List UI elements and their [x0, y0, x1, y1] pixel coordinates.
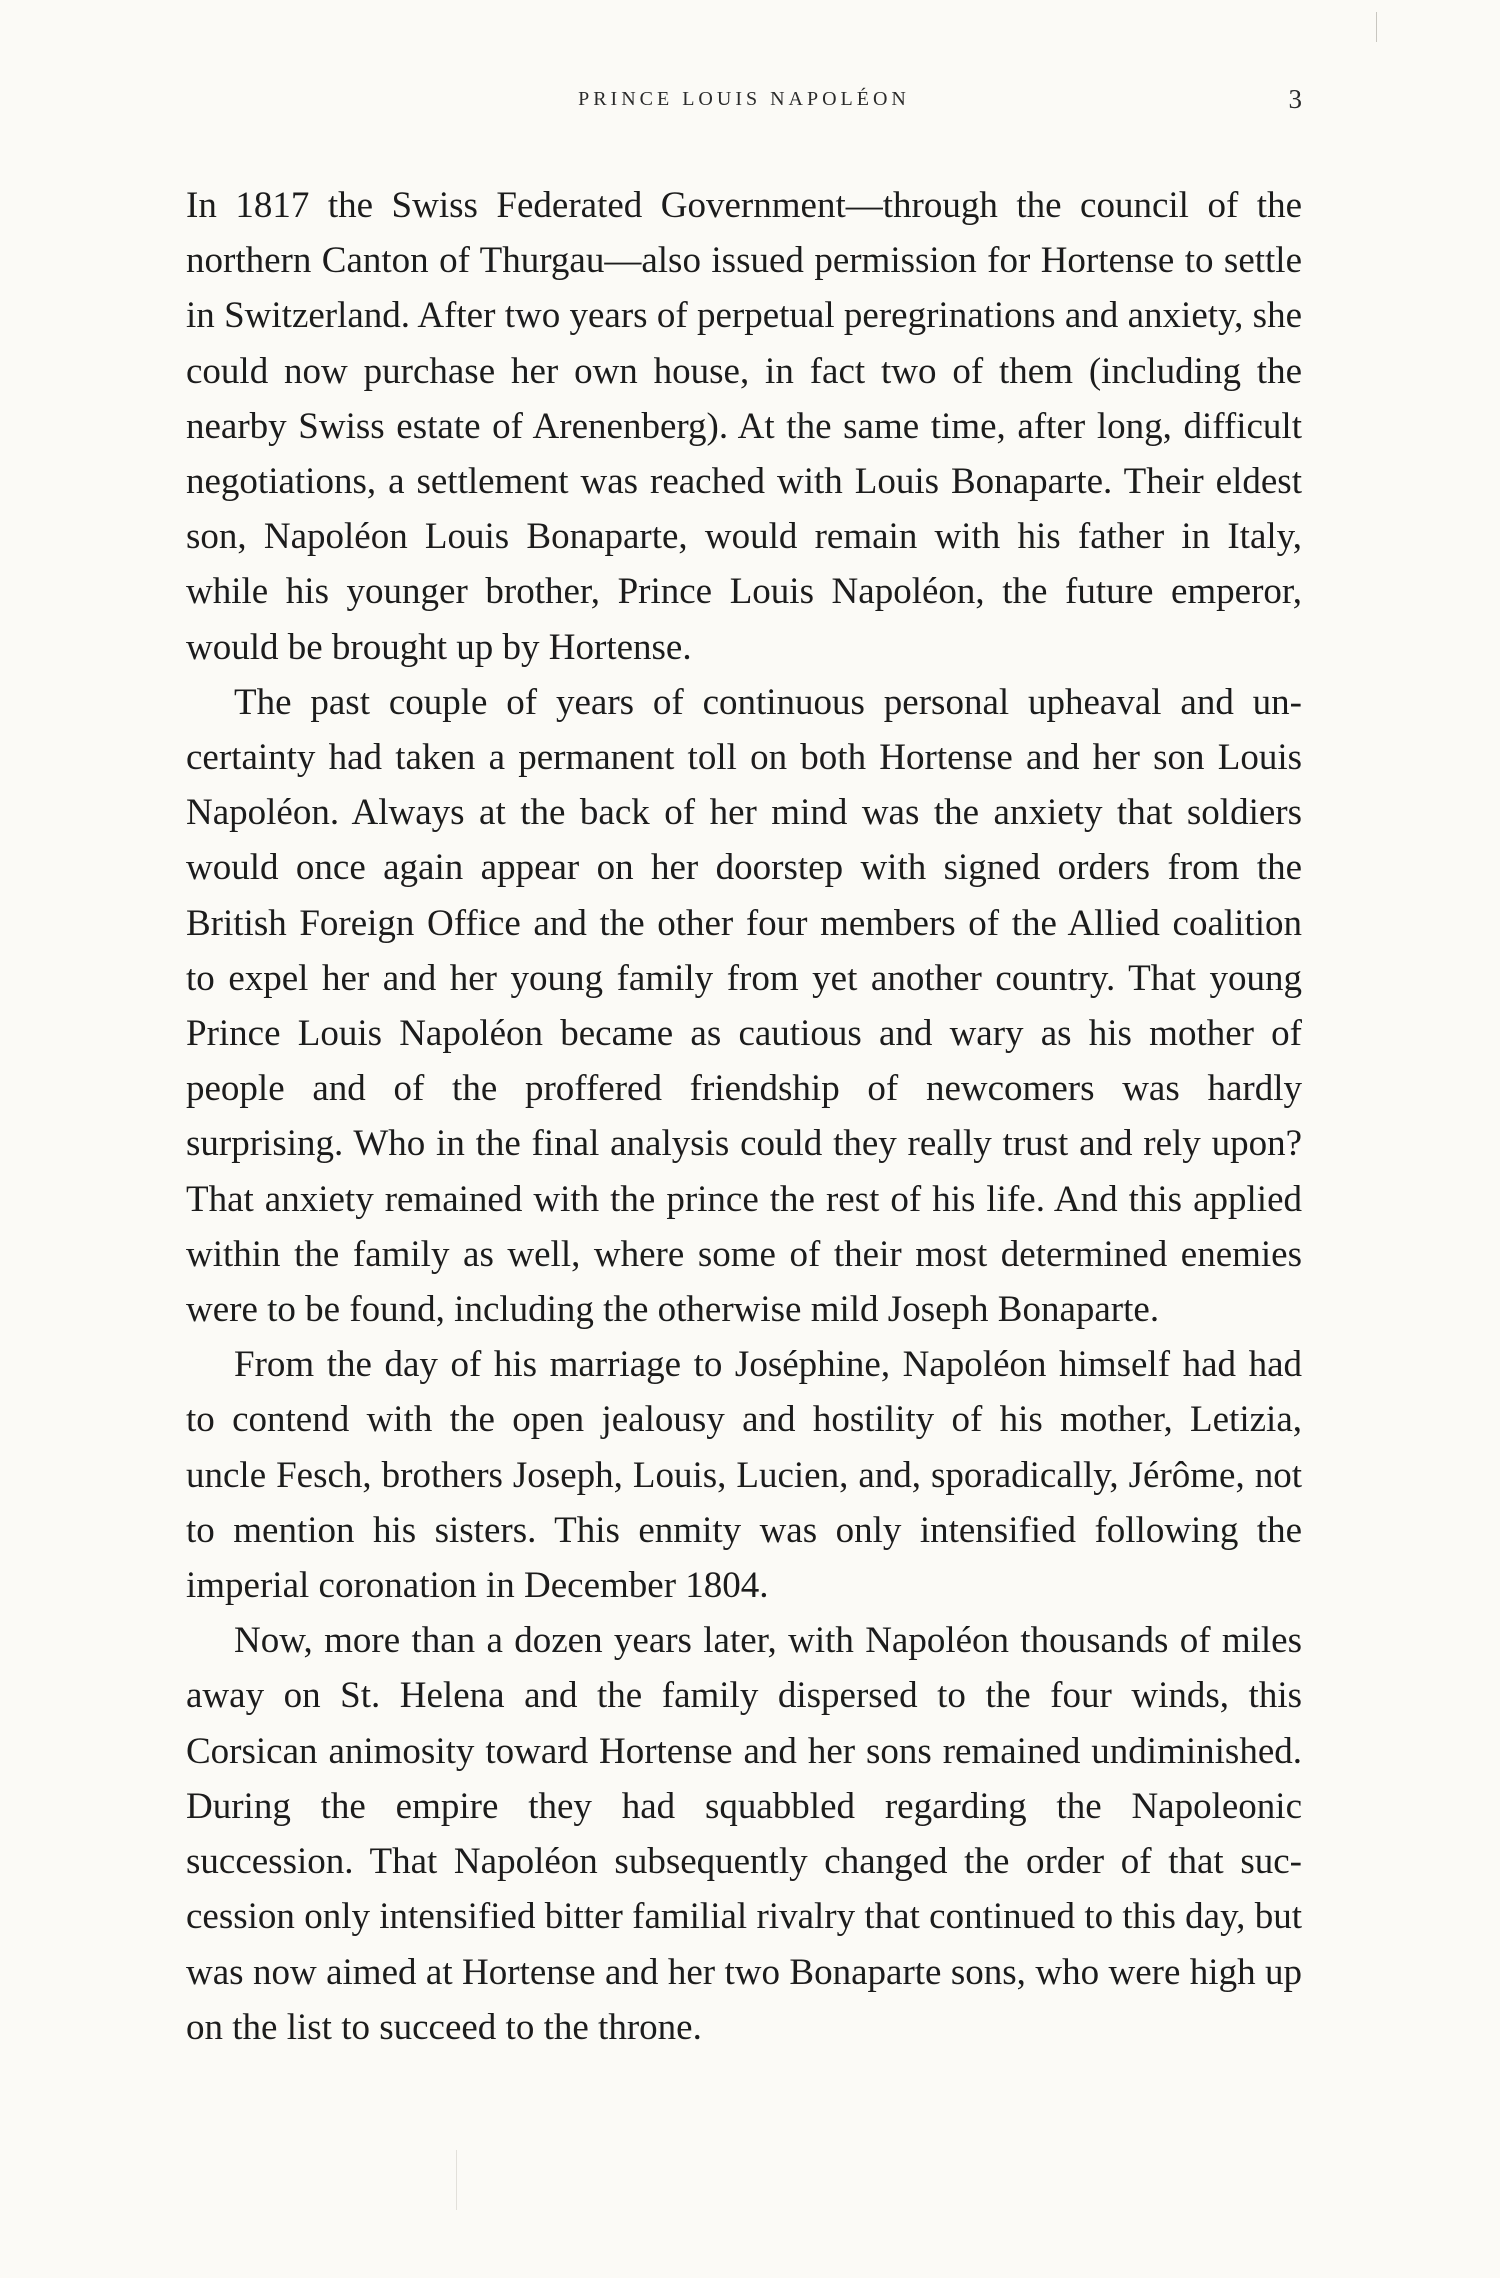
scan-artifact-line [1376, 12, 1377, 42]
running-title: PRINCE LOUIS NAPOLÉON [578, 88, 910, 110]
body-text [186, 178, 1302, 2055]
paragraph: From the day of his marriage to Joséphine, Napoléon himself had had to contend with the open jealousy and hostility of his mother, Letizia, uncle Fesch, brothers Joseph, Louis, Lucien, and, sporadically, Jérôme, not to mention his sisters. This enmity was only intensified following the imperial coronation in December 1804. [186, 1344, 1302, 1607]
paragraph: The past couple of years of continuous personal upheaval and uncertainty had taken a permanent toll on both Hortense and her son Louis Napoléon. Always at the back of her mind was the anxiety that soldiers would once again appear on her doorstep with signed orders from the British Foreign Office and the other four members of the Allied coalition to expel her and her young family from yet another country. That young Prince Louis Napoléon became as cautious and wary as his mother of people and of the proffered friendship of newcomers was hardly surprising. Who in the final analysis could they really trust and rely upon? That anxiety remained with the prince the rest of his life. And this applied within the family as well, where some of their most determined enemies were to be found, including the otherwise mild Joseph Bonaparte. [186, 681, 1302, 1331]
page-number: 3 [1288, 84, 1302, 114]
running-header [186, 84, 1302, 128]
scan-artifact-line [456, 2150, 457, 2210]
paragraph: Now, more than a dozen years later, with Napoléon thousands of miles away on St. Helena and the family dispersed to the four winds, this Corsican animosity toward Hortense and her sons remained undiminished. During the empire they had squabbled regarding the Napoleonic succession. That Napoléon subsequently changed the order of that succession only intensified bitter familial rivalry that continued to this day, but was now aimed at Hortense and her two Bonaparte sons, who were high up on the list to succeed to the throne. [186, 1620, 1302, 2048]
paragraph: In 1817 the Swiss Federated Government—through the council of the northern Canton of Thurgau—also issued permission for Hortense to settle in Switzerland. After two years of perpetual peregrinations and anxiety, she could now purchase her own house, in fact two of them (including the nearby Swiss estate of Arenenberg). At the same time, after long, difficult negotiations, a settlement was reached with Louis Bonaparte. Their eldest son, Napoléon Louis Bonaparte, would remain with his father in Italy, while his younger brother, Prince Louis Napoléon, the future emperor, would be brought up by Hortense. [186, 185, 1302, 668]
